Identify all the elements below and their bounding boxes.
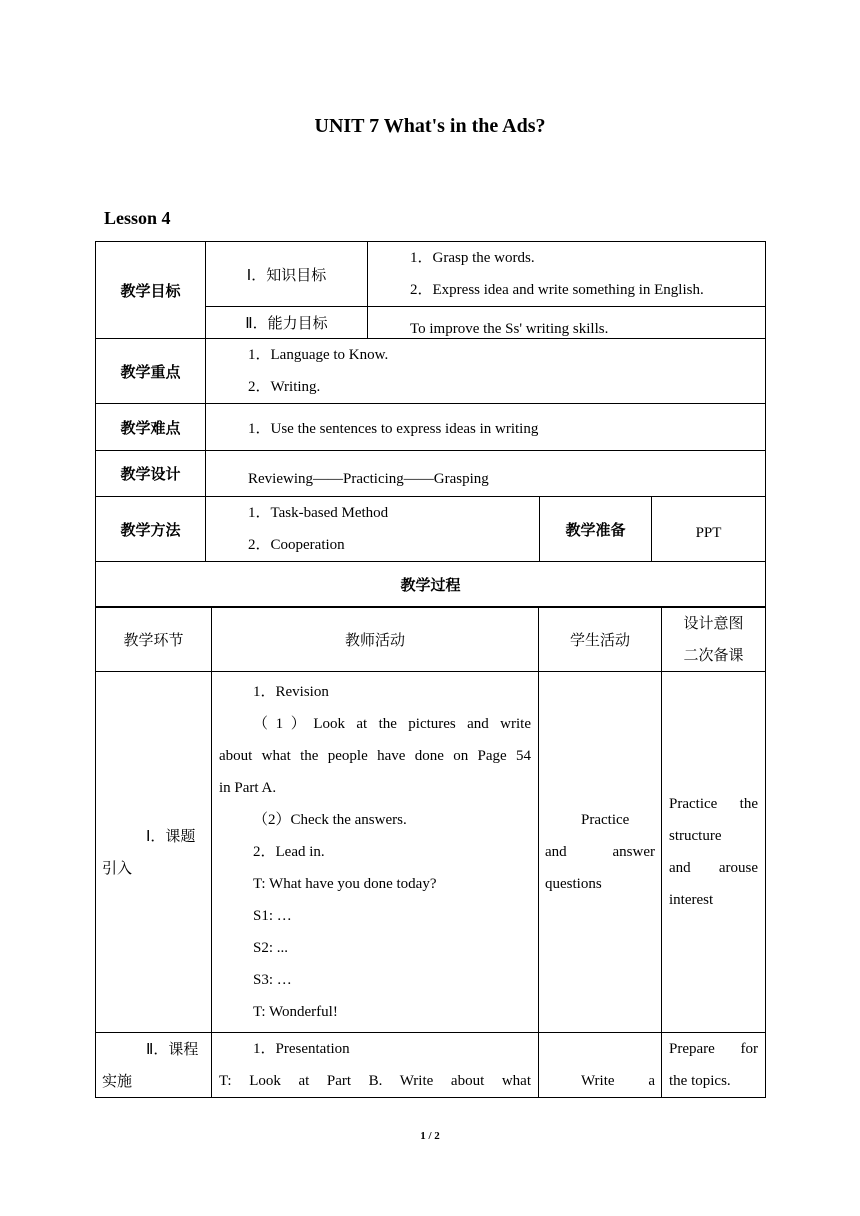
lesson-heading: Lesson 4 xyxy=(104,208,171,228)
lesson-info-table xyxy=(95,241,766,608)
key-points-label: 教学重点 xyxy=(96,339,206,404)
teacher-line: S1: … xyxy=(253,908,292,924)
teacher-line: about what the people have done on Page 54 xyxy=(219,748,531,764)
teacher-line: S3: … xyxy=(253,972,292,988)
header-intent: 设计意图 xyxy=(683,614,744,632)
teacher-line: 1．Revision xyxy=(253,684,329,700)
page-title: UNIT 7 What's in the Ads? xyxy=(314,115,546,137)
prep-label: 教学准备 xyxy=(540,497,652,562)
method-item: 2．Cooperation xyxy=(248,537,345,553)
key-point-item: 2．Writing. xyxy=(248,379,321,395)
difficulties-label: 教学难点 xyxy=(96,404,206,451)
stage-2-label-cont: 实施 xyxy=(102,1072,133,1090)
stage-1-label: Ⅰ．课题 xyxy=(146,827,196,845)
header-stage: 教学环节 xyxy=(96,607,212,672)
page-number: 1 / 2 xyxy=(420,1130,440,1142)
design-text: Reviewing——Practicing——Grasping xyxy=(206,451,766,497)
design-label: 教学设计 xyxy=(96,451,206,497)
student-line: Write a xyxy=(581,1073,655,1089)
teacher-line: in Part A. xyxy=(219,780,277,796)
ability-label: Ⅱ．能力目标 xyxy=(206,307,368,339)
prep-value: PPT xyxy=(652,497,766,562)
objectives-label: 教学目标 xyxy=(96,242,206,339)
intent-line: interest xyxy=(669,892,714,908)
teacher-line: T: Wonderful! xyxy=(253,1004,338,1020)
intent-line: Prepare for xyxy=(669,1041,758,1057)
teacher-line: 1．Presentation xyxy=(253,1041,350,1057)
knowledge-item: 2．Express idea and write something in English. xyxy=(410,282,704,298)
intent-line: the topics. xyxy=(669,1073,731,1089)
intent-line: structure xyxy=(669,828,722,844)
knowledge-item: 1．Grasp the words. xyxy=(410,250,535,266)
intent-line: and arouse xyxy=(669,860,758,876)
process-table xyxy=(95,606,766,1098)
student-line: and answer xyxy=(545,844,655,860)
intent-line: Practice the xyxy=(669,796,758,812)
header-student: 学生活动 xyxy=(539,607,662,672)
student-line: Practice xyxy=(581,812,630,828)
teacher-line: T: Look at Part B. Write about what xyxy=(219,1073,531,1089)
header-teacher: 教师活动 xyxy=(212,607,539,672)
knowledge-label: Ⅰ．知识目标 xyxy=(206,242,368,307)
teacher-line: 2．Lead in. xyxy=(253,844,325,860)
teacher-line: S2: ... xyxy=(253,940,289,956)
difficulties-text: 1．Use the sentences to express ideas in writing xyxy=(206,404,766,451)
teacher-line: （1）Look at the pictures and write xyxy=(253,716,531,732)
ability-text: To improve the Ss' writing skills. xyxy=(368,307,766,339)
method-item: 1．Task-based Method xyxy=(248,505,389,521)
process-label: 教学过程 xyxy=(96,562,766,608)
teacher-line: （2）Check the answers. xyxy=(253,812,407,828)
stage-1-label-cont: 引入 xyxy=(102,859,133,877)
key-point-item: 1．Language to Know. xyxy=(248,347,389,363)
stage-2-label: Ⅱ．课程 xyxy=(146,1040,199,1058)
methods-label: 教学方法 xyxy=(96,497,206,562)
student-line: questions xyxy=(545,876,602,892)
header-second-prep: 二次备课 xyxy=(683,646,744,664)
teacher-line: T: What have you done today? xyxy=(253,876,437,892)
